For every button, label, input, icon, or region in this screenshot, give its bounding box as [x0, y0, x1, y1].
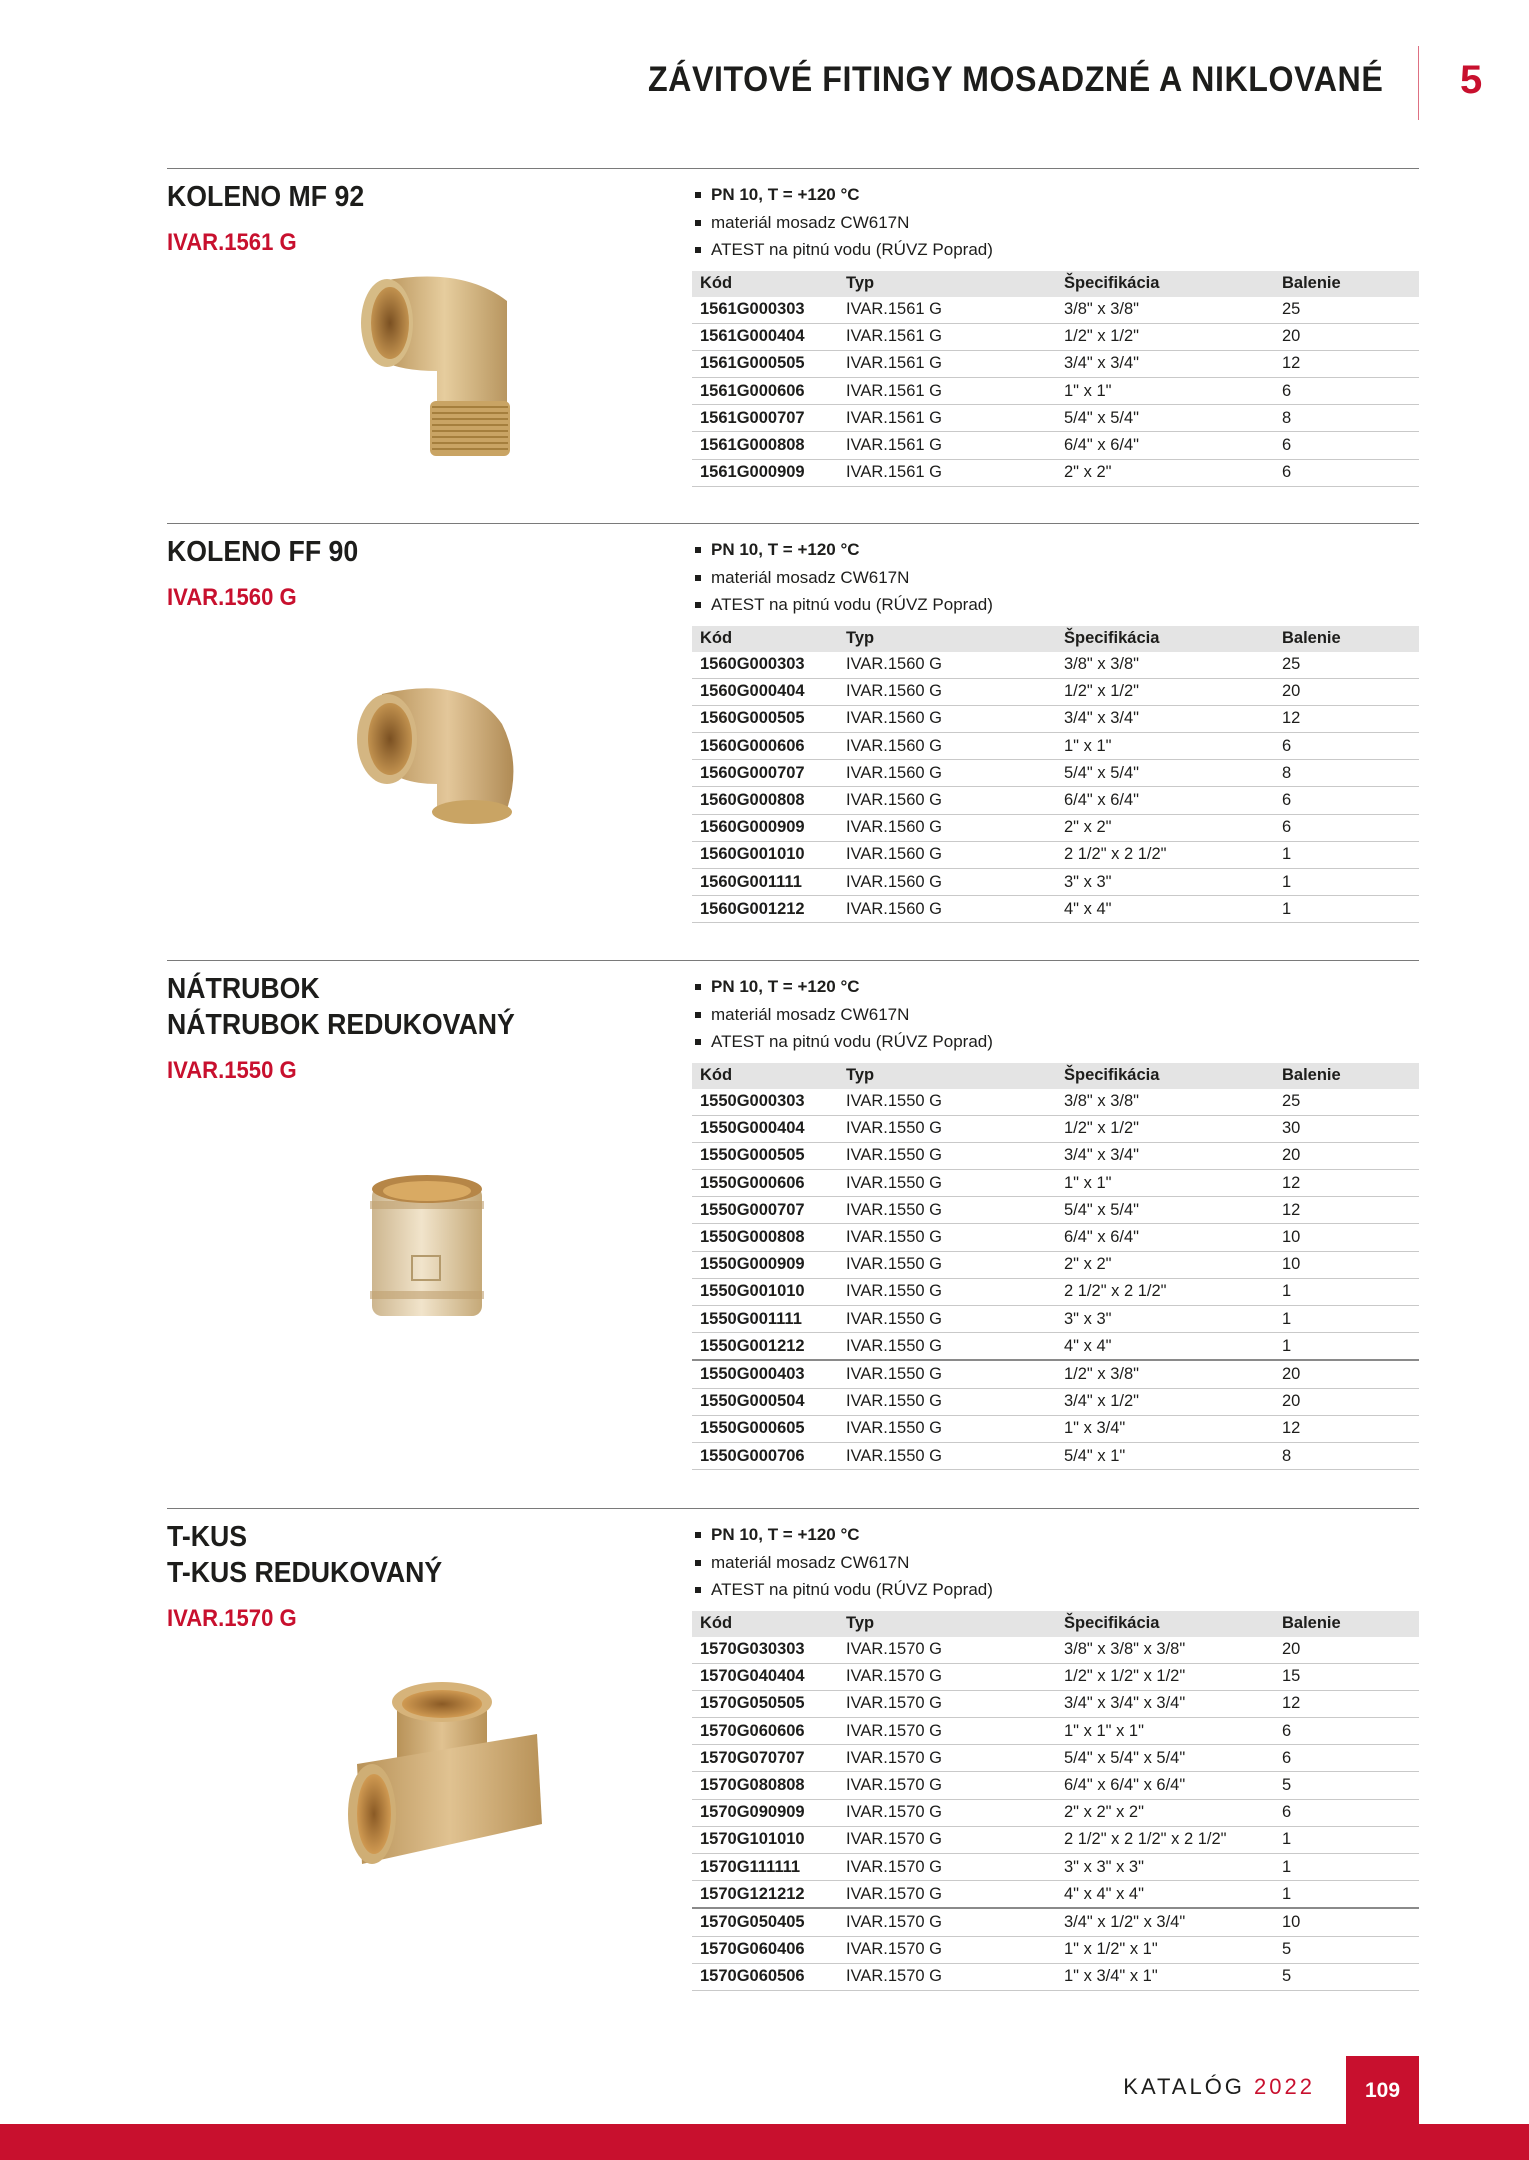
feature-list	[692, 181, 1419, 264]
cell-type: IVAR.1550 G	[838, 1089, 1056, 1116]
cell-spec: 3/4" x 3/4"	[1056, 350, 1274, 377]
table-row	[692, 1415, 1419, 1442]
product-specs	[692, 536, 1419, 923]
table-row	[692, 1170, 1419, 1197]
cell-pack: 8	[1274, 1442, 1419, 1469]
cell-code: 1570G090909	[692, 1799, 838, 1826]
cell-code: 1570G060406	[692, 1936, 838, 1963]
cell-pack: 1	[1274, 1306, 1419, 1333]
brass-elbow-ff-icon	[337, 664, 527, 839]
cell-type: IVAR.1561 G	[838, 323, 1056, 350]
table-row	[692, 1224, 1419, 1251]
feature-item: ATEST na pitnú vodu (RÚVZ Poprad)	[692, 1028, 1419, 1056]
table-row	[692, 1442, 1419, 1469]
cell-spec: 5/4" x 5/4" x 5/4"	[1056, 1745, 1274, 1772]
cell-pack: 1	[1274, 1854, 1419, 1881]
table-row	[692, 1388, 1419, 1415]
table-row	[692, 297, 1419, 324]
cell-type: IVAR.1560 G	[838, 896, 1056, 923]
table-row	[692, 1936, 1419, 1963]
table-row	[692, 432, 1419, 459]
cell-spec: 3" x 3"	[1056, 1306, 1274, 1333]
cell-type: IVAR.1570 G	[838, 1637, 1056, 1664]
cell-pack: 12	[1274, 1170, 1419, 1197]
cell-pack: 8	[1274, 760, 1419, 787]
cell-type: IVAR.1570 G	[838, 1799, 1056, 1826]
cell-spec: 6/4" x 6/4"	[1056, 432, 1274, 459]
catalog-year: 2022	[1254, 2074, 1315, 2099]
table-row	[692, 1278, 1419, 1305]
cell-type: IVAR.1550 G	[838, 1278, 1056, 1305]
cell-pack: 25	[1274, 652, 1419, 679]
cell-code: 1560G000909	[692, 814, 838, 841]
cell-code: 1561G000909	[692, 459, 838, 486]
cell-code: 1550G000605	[692, 1415, 838, 1442]
table-row	[692, 1718, 1419, 1745]
product-specs	[692, 1521, 1419, 1991]
cell-spec: 1/2" x 3/8"	[1056, 1360, 1274, 1388]
cell-code: 1550G001212	[692, 1333, 838, 1361]
cell-spec: 3/8" x 3/8"	[1056, 1089, 1274, 1116]
table-row	[692, 705, 1419, 732]
cell-spec: 6/4" x 6/4"	[1056, 1224, 1274, 1251]
table-row	[692, 1826, 1419, 1853]
cell-type: IVAR.1570 G	[838, 1908, 1056, 1936]
table-row	[692, 841, 1419, 868]
feature-item: ATEST na pitnú vodu (RÚVZ Poprad)	[692, 591, 1419, 619]
column-header: Typ	[838, 626, 1056, 652]
brass-socket-icon	[362, 1161, 492, 1336]
table-header-row	[692, 1611, 1419, 1637]
product-title: KOLENO MF 92	[167, 181, 365, 213]
cell-code: 1561G000505	[692, 350, 838, 377]
product-code: IVAR.1570 G	[167, 1605, 297, 1632]
cell-code: 1570G101010	[692, 1826, 838, 1853]
cell-code: 1570G060606	[692, 1718, 838, 1745]
product-table	[692, 626, 1419, 924]
cell-pack: 5	[1274, 1963, 1419, 1990]
product-table	[692, 271, 1419, 487]
cell-code: 1550G000606	[692, 1170, 838, 1197]
cell-pack: 5	[1274, 1936, 1419, 1963]
cell-code: 1550G000808	[692, 1224, 838, 1251]
feature-item: materiál mosadz CW617N	[692, 209, 1419, 237]
cell-type: IVAR.1570 G	[838, 1718, 1056, 1745]
column-header: Kód	[692, 1611, 838, 1637]
cell-pack: 1	[1274, 1826, 1419, 1853]
table-row	[692, 1690, 1419, 1717]
cell-spec: 2" x 2"	[1056, 814, 1274, 841]
cell-code: 1550G000706	[692, 1442, 838, 1469]
column-header: Balenie	[1274, 626, 1419, 652]
feature-list	[692, 973, 1419, 1056]
cell-type: IVAR.1550 G	[838, 1224, 1056, 1251]
cell-spec: 1" x 1" x 1"	[1056, 1718, 1274, 1745]
cell-type: IVAR.1560 G	[838, 705, 1056, 732]
cell-code: 1550G000403	[692, 1360, 838, 1388]
cell-code: 1570G040404	[692, 1663, 838, 1690]
cell-type: IVAR.1550 G	[838, 1306, 1056, 1333]
cell-type: IVAR.1570 G	[838, 1881, 1056, 1909]
table-row	[692, 1963, 1419, 1990]
cell-spec: 1" x 1"	[1056, 733, 1274, 760]
feature-item: materiál mosadz CW617N	[692, 1001, 1419, 1029]
cell-spec: 3" x 3"	[1056, 869, 1274, 896]
cell-code: 1560G001111	[692, 869, 838, 896]
cell-type: IVAR.1550 G	[838, 1170, 1056, 1197]
cell-type: IVAR.1550 G	[838, 1251, 1056, 1278]
cell-pack: 6	[1274, 459, 1419, 486]
feature-list	[692, 536, 1419, 619]
cell-pack: 6	[1274, 1718, 1419, 1745]
cell-type: IVAR.1550 G	[838, 1333, 1056, 1361]
section-heading	[167, 1509, 687, 1633]
column-header: Špecifikácia	[1056, 626, 1274, 652]
feature-item: PN 10, T = +120 °C	[692, 536, 1419, 564]
cell-pack: 20	[1274, 1142, 1419, 1169]
cell-type: IVAR.1561 G	[838, 297, 1056, 324]
table-row	[692, 1908, 1419, 1936]
table-header-row	[692, 271, 1419, 297]
table-row	[692, 652, 1419, 679]
cell-code: 1550G000504	[692, 1388, 838, 1415]
cell-pack: 1	[1274, 869, 1419, 896]
product-title: NÁTRUBOK	[167, 973, 320, 1005]
cell-type: IVAR.1550 G	[838, 1360, 1056, 1388]
cell-code: 1570G111111	[692, 1854, 838, 1881]
cell-code: 1560G000404	[692, 678, 838, 705]
table-row	[692, 1663, 1419, 1690]
cell-spec: 3/8" x 3/8" x 3/8"	[1056, 1637, 1274, 1664]
feature-list	[692, 1521, 1419, 1604]
cell-spec: 1" x 1"	[1056, 378, 1274, 405]
cell-type: IVAR.1561 G	[838, 405, 1056, 432]
cell-pack: 10	[1274, 1224, 1419, 1251]
cell-type: IVAR.1570 G	[838, 1854, 1056, 1881]
table-row	[692, 1306, 1419, 1333]
cell-spec: 4" x 4" x 4"	[1056, 1881, 1274, 1909]
table-row	[692, 1251, 1419, 1278]
table-row	[692, 1799, 1419, 1826]
column-header: Typ	[838, 1063, 1056, 1089]
table-header-row	[692, 626, 1419, 652]
feature-item: PN 10, T = +120 °C	[692, 1521, 1419, 1549]
cell-code: 1570G070707	[692, 1745, 838, 1772]
cell-spec: 1/2" x 1/2" x 1/2"	[1056, 1663, 1274, 1690]
cell-pack: 1	[1274, 841, 1419, 868]
cell-code: 1570G080808	[692, 1772, 838, 1799]
cell-pack: 6	[1274, 733, 1419, 760]
table-row	[692, 787, 1419, 814]
table-row	[692, 378, 1419, 405]
cell-code: 1561G000606	[692, 378, 838, 405]
cell-spec: 2 1/2" x 2 1/2"	[1056, 841, 1274, 868]
cell-spec: 1" x 1/2" x 1"	[1056, 1936, 1274, 1963]
cell-type: IVAR.1570 G	[838, 1936, 1056, 1963]
table-row	[692, 1360, 1419, 1388]
catalog-label: KATALÓG	[1123, 2074, 1245, 2099]
product-title: T-KUS	[167, 1521, 248, 1553]
cell-pack: 1	[1274, 1278, 1419, 1305]
column-header: Špecifikácia	[1056, 271, 1274, 297]
cell-pack: 6	[1274, 814, 1419, 841]
product-table	[692, 1063, 1419, 1471]
feature-item: materiál mosadz CW617N	[692, 564, 1419, 592]
cell-spec: 4" x 4"	[1056, 1333, 1274, 1361]
cell-pack: 10	[1274, 1251, 1419, 1278]
cell-code: 1560G000808	[692, 787, 838, 814]
cell-pack: 5	[1274, 1772, 1419, 1799]
column-header: Kód	[692, 626, 838, 652]
page-header	[0, 0, 1529, 130]
table-row	[692, 1333, 1419, 1361]
cell-spec: 1" x 3/4" x 1"	[1056, 1963, 1274, 1990]
cell-type: IVAR.1560 G	[838, 814, 1056, 841]
cell-type: IVAR.1550 G	[838, 1197, 1056, 1224]
cell-pack: 6	[1274, 1745, 1419, 1772]
cell-spec: 2 1/2" x 2 1/2" x 2 1/2"	[1056, 1826, 1274, 1853]
cell-type: IVAR.1560 G	[838, 869, 1056, 896]
product-title: NÁTRUBOK REDUKOVANÝ	[167, 1009, 515, 1041]
cell-pack: 20	[1274, 1360, 1419, 1388]
cell-type: IVAR.1560 G	[838, 678, 1056, 705]
cell-type: IVAR.1550 G	[838, 1115, 1056, 1142]
cell-code: 1560G000505	[692, 705, 838, 732]
cell-type: IVAR.1550 G	[838, 1388, 1056, 1415]
feature-item: PN 10, T = +120 °C	[692, 181, 1419, 209]
cell-code: 1560G001010	[692, 841, 838, 868]
cell-type: IVAR.1570 G	[838, 1963, 1056, 1990]
cell-pack: 12	[1274, 705, 1419, 732]
cell-spec: 1" x 3/4"	[1056, 1415, 1274, 1442]
cell-spec: 2" x 2"	[1056, 459, 1274, 486]
table-row	[692, 814, 1419, 841]
cell-pack: 25	[1274, 1089, 1419, 1116]
cell-pack: 20	[1274, 1637, 1419, 1664]
cell-spec: 3/4" x 3/4"	[1056, 1142, 1274, 1169]
product-section	[167, 523, 1419, 961]
cell-type: IVAR.1560 G	[838, 760, 1056, 787]
cell-pack: 20	[1274, 323, 1419, 350]
cell-pack: 8	[1274, 405, 1419, 432]
product-code: IVAR.1560 G	[167, 584, 297, 611]
cell-code: 1570G060506	[692, 1963, 838, 1990]
cell-code: 1570G050505	[692, 1690, 838, 1717]
cell-spec: 6/4" x 6/4" x 6/4"	[1056, 1772, 1274, 1799]
cell-spec: 1/2" x 1/2"	[1056, 1115, 1274, 1142]
cell-type: IVAR.1570 G	[838, 1826, 1056, 1853]
product-table	[692, 1611, 1419, 1991]
cell-pack: 12	[1274, 1197, 1419, 1224]
cell-spec: 2" x 2" x 2"	[1056, 1799, 1274, 1826]
cell-pack: 12	[1274, 1690, 1419, 1717]
column-header: Balenie	[1274, 1063, 1419, 1089]
table-row	[692, 1745, 1419, 1772]
cell-code: 1570G050405	[692, 1908, 838, 1936]
cell-type: IVAR.1561 G	[838, 378, 1056, 405]
cell-type: IVAR.1560 G	[838, 787, 1056, 814]
footer-bar	[0, 2124, 1529, 2160]
cell-pack: 6	[1274, 787, 1419, 814]
cell-spec: 3/4" x 1/2"	[1056, 1388, 1274, 1415]
section-heading	[167, 961, 687, 1085]
product-specs	[692, 181, 1419, 487]
cell-spec: 2 1/2" x 2 1/2"	[1056, 1278, 1274, 1305]
column-header: Špecifikácia	[1056, 1611, 1274, 1637]
feature-item: materiál mosadz CW617N	[692, 1549, 1419, 1577]
cell-code: 1550G000505	[692, 1142, 838, 1169]
feature-item: ATEST na pitnú vodu (RÚVZ Poprad)	[692, 1576, 1419, 1604]
cell-spec: 3" x 3" x 3"	[1056, 1854, 1274, 1881]
cell-spec: 5/4" x 1"	[1056, 1442, 1274, 1469]
column-header: Balenie	[1274, 1611, 1419, 1637]
cell-code: 1550G000404	[692, 1115, 838, 1142]
cell-spec: 1/2" x 1/2"	[1056, 323, 1274, 350]
product-section	[167, 168, 1419, 524]
cell-type: IVAR.1550 G	[838, 1142, 1056, 1169]
cell-spec: 5/4" x 5/4"	[1056, 760, 1274, 787]
cell-type: IVAR.1550 G	[838, 1415, 1056, 1442]
cell-pack: 12	[1274, 350, 1419, 377]
cell-spec: 2" x 2"	[1056, 1251, 1274, 1278]
product-code: IVAR.1550 G	[167, 1057, 297, 1084]
cell-code: 1560G000606	[692, 733, 838, 760]
chapter-number: 5	[1460, 58, 1483, 102]
product-section	[167, 960, 1419, 1509]
cell-spec: 3/4" x 3/4"	[1056, 705, 1274, 732]
product-section	[167, 1508, 1419, 2009]
feature-item: ATEST na pitnú vodu (RÚVZ Poprad)	[692, 236, 1419, 264]
table-row	[692, 678, 1419, 705]
cell-pack: 30	[1274, 1115, 1419, 1142]
chapter-title: ZÁVITOVÉ FITINGY MOSADZNÉ A NIKLOVANÉ	[647, 60, 1383, 99]
table-row	[692, 323, 1419, 350]
cell-type: IVAR.1570 G	[838, 1690, 1056, 1717]
product-title: KOLENO FF 90	[167, 536, 359, 568]
cell-type: IVAR.1560 G	[838, 652, 1056, 679]
cell-pack: 20	[1274, 678, 1419, 705]
cell-code: 1550G000909	[692, 1251, 838, 1278]
cell-spec: 3/8" x 3/8"	[1056, 652, 1274, 679]
table-row	[692, 896, 1419, 923]
column-header: Typ	[838, 271, 1056, 297]
cell-pack: 15	[1274, 1663, 1419, 1690]
cell-code: 1561G000707	[692, 405, 838, 432]
table-row	[692, 1089, 1419, 1116]
page-number: 109	[1346, 2056, 1419, 2126]
cell-spec: 1/2" x 1/2"	[1056, 678, 1274, 705]
table-row	[692, 1142, 1419, 1169]
cell-type: IVAR.1561 G	[838, 350, 1056, 377]
section-heading	[167, 524, 687, 612]
column-header: Kód	[692, 271, 838, 297]
table-row	[692, 760, 1419, 787]
cell-spec: 3/4" x 1/2" x 3/4"	[1056, 1908, 1274, 1936]
cell-spec: 5/4" x 5/4"	[1056, 1197, 1274, 1224]
table-row	[692, 1197, 1419, 1224]
cell-spec: 5/4" x 5/4"	[1056, 405, 1274, 432]
cell-pack: 1	[1274, 896, 1419, 923]
table-row	[692, 1772, 1419, 1799]
brass-tee-icon	[337, 1674, 552, 1879]
table-row	[692, 1881, 1419, 1909]
column-header: Typ	[838, 1611, 1056, 1637]
table-row	[692, 1115, 1419, 1142]
feature-item: PN 10, T = +120 °C	[692, 973, 1419, 1001]
cell-spec: 3/4" x 3/4" x 3/4"	[1056, 1690, 1274, 1717]
footer-catalog-label	[1123, 2074, 1315, 2100]
brass-elbow-mf-icon	[342, 261, 522, 466]
cell-type: IVAR.1570 G	[838, 1745, 1056, 1772]
cell-code: 1550G000303	[692, 1089, 838, 1116]
table-row	[692, 405, 1419, 432]
section-heading	[167, 169, 687, 257]
cell-pack: 10	[1274, 1908, 1419, 1936]
cell-spec: 6/4" x 6/4"	[1056, 787, 1274, 814]
table-row	[692, 1854, 1419, 1881]
cell-code: 1550G000707	[692, 1197, 838, 1224]
cell-code: 1570G121212	[692, 1881, 838, 1909]
cell-type: IVAR.1570 G	[838, 1663, 1056, 1690]
table-row	[692, 869, 1419, 896]
cell-pack: 12	[1274, 1415, 1419, 1442]
product-code: IVAR.1561 G	[167, 229, 297, 256]
cell-type: IVAR.1560 G	[838, 733, 1056, 760]
cell-type: IVAR.1561 G	[838, 432, 1056, 459]
cell-pack: 6	[1274, 378, 1419, 405]
cell-code: 1560G000303	[692, 652, 838, 679]
cell-spec: 4" x 4"	[1056, 896, 1274, 923]
cell-code: 1560G000707	[692, 760, 838, 787]
cell-pack: 1	[1274, 1333, 1419, 1361]
cell-code: 1560G001212	[692, 896, 838, 923]
cell-pack: 25	[1274, 297, 1419, 324]
product-specs	[692, 973, 1419, 1470]
column-header: Špecifikácia	[1056, 1063, 1274, 1089]
cell-type: IVAR.1570 G	[838, 1772, 1056, 1799]
column-header: Balenie	[1274, 271, 1419, 297]
table-row	[692, 459, 1419, 486]
cell-code: 1561G000808	[692, 432, 838, 459]
cell-type: IVAR.1560 G	[838, 841, 1056, 868]
product-title: T-KUS REDUKOVANÝ	[167, 1557, 443, 1589]
cell-pack: 1	[1274, 1881, 1419, 1909]
table-row	[692, 350, 1419, 377]
cell-type: IVAR.1561 G	[838, 459, 1056, 486]
cell-code: 1550G001111	[692, 1306, 838, 1333]
cell-spec: 3/8" x 3/8"	[1056, 297, 1274, 324]
cell-pack: 6	[1274, 432, 1419, 459]
cell-code: 1561G000404	[692, 323, 838, 350]
cell-pack: 20	[1274, 1388, 1419, 1415]
table-header-row	[692, 1063, 1419, 1089]
cell-code: 1570G030303	[692, 1637, 838, 1664]
cell-spec: 1" x 1"	[1056, 1170, 1274, 1197]
table-row	[692, 733, 1419, 760]
chapter-divider	[1418, 46, 1419, 120]
cell-code: 1550G001010	[692, 1278, 838, 1305]
cell-code: 1561G000303	[692, 297, 838, 324]
column-header: Kód	[692, 1063, 838, 1089]
table-row	[692, 1637, 1419, 1664]
cell-type: IVAR.1550 G	[838, 1442, 1056, 1469]
cell-pack: 6	[1274, 1799, 1419, 1826]
